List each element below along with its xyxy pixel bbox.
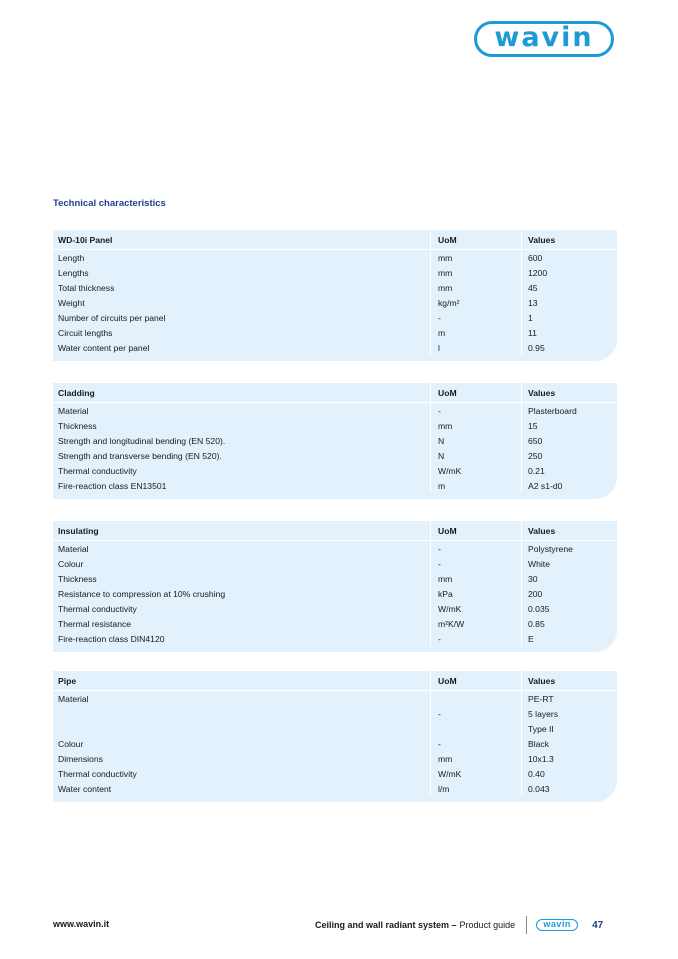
cell-value: PE-RT — [528, 693, 554, 704]
footer-guide-info — [315, 917, 603, 933]
header-name: Pipe — [53, 671, 431, 690]
cell-property: Thermal conductivity — [53, 463, 431, 478]
cell-value: 30 — [528, 573, 538, 584]
cell-property: Weight — [53, 295, 431, 310]
table-row — [53, 556, 617, 571]
cell-uom: l/m — [431, 781, 522, 796]
cell-uom: - — [431, 403, 522, 418]
cell-value: White — [528, 558, 550, 569]
table-bottom-padding — [53, 796, 617, 802]
cell-uom — [431, 691, 522, 706]
cell-uom: mm — [431, 418, 522, 433]
table-row — [53, 325, 617, 340]
cell-property: Resistance to compression at 10% crushing — [53, 586, 431, 601]
table-bottom-padding — [53, 355, 617, 361]
cell-value: 200 — [528, 588, 543, 599]
cell-property — [53, 706, 431, 721]
cell-value: 1 — [528, 312, 533, 323]
cell-uom: N — [431, 448, 522, 463]
header-uom: UoM — [431, 521, 522, 540]
spec-table — [53, 383, 617, 499]
table-row — [53, 571, 617, 586]
wavin-logo-text: wavin — [494, 22, 594, 53]
table-row — [53, 601, 617, 616]
cell-value: 1200 — [528, 267, 548, 278]
cell-property: Strength and longitudinal bending (EN 520). — [53, 433, 431, 448]
cell-uom: W/mK — [431, 766, 522, 781]
cell-uom: m — [431, 325, 522, 340]
cell-uom: - — [431, 556, 522, 571]
cell-value: 0.40 — [528, 768, 545, 779]
cell-property: Thermal conductivity — [53, 601, 431, 616]
cell-value: 0.035 — [528, 603, 550, 614]
cell-uom: mm — [431, 571, 522, 586]
header-values: Values — [528, 675, 556, 686]
spec-table — [53, 521, 617, 652]
cell-value: 0.95 — [528, 342, 545, 353]
header-name: WD-10i Panel — [53, 230, 431, 249]
cell-uom: N — [431, 433, 522, 448]
cell-property: Length — [53, 250, 431, 265]
cell-value: Black — [528, 738, 550, 749]
cell-value: 15 — [528, 420, 538, 431]
cell-property: Thickness — [53, 571, 431, 586]
cell-value: 5 layers — [528, 708, 559, 719]
cell-value: 0.85 — [528, 618, 545, 629]
cell-uom — [431, 721, 522, 736]
cell-property: Thermal resistance — [53, 616, 431, 631]
cell-property: Material — [53, 541, 431, 556]
cell-uom: mm — [431, 265, 522, 280]
cell-value: E — [528, 633, 534, 644]
cell-uom: - — [431, 706, 522, 721]
cell-property: Thermal conductivity — [53, 766, 431, 781]
table-row — [53, 691, 617, 706]
footer-divider — [526, 916, 527, 934]
table-row — [53, 721, 617, 736]
table-row — [53, 478, 617, 493]
table-bottom-padding — [53, 493, 617, 499]
footer-website[interactable]: www.wavin.it — [53, 919, 110, 929]
table-row — [53, 433, 617, 448]
header-uom: UoM — [431, 230, 522, 249]
cell-value: 0.043 — [528, 783, 550, 794]
table-row — [53, 265, 617, 280]
cell-uom: W/mK — [431, 463, 522, 478]
cell-uom: mm — [431, 751, 522, 766]
footer-guide-title: Ceiling and wall radiant system – — [315, 920, 457, 930]
cell-uom: mm — [431, 250, 522, 265]
table-row — [53, 766, 617, 781]
header-values: Values — [528, 387, 556, 398]
table-row — [53, 448, 617, 463]
footer-wavin-logo — [536, 919, 578, 931]
section-title: Technical characteristics — [53, 198, 166, 209]
table-row — [53, 418, 617, 433]
table-row — [53, 403, 617, 418]
table-row — [53, 463, 617, 478]
table-row — [53, 280, 617, 295]
cell-value: 10x1.3 — [528, 753, 554, 764]
table-row — [53, 541, 617, 556]
footer-guide-subtitle: Product guide — [459, 920, 516, 930]
cell-property: Water content — [53, 781, 431, 796]
table-header-row — [53, 521, 617, 541]
cell-uom: - — [431, 541, 522, 556]
table-row — [53, 616, 617, 631]
cell-uom: m — [431, 478, 522, 493]
table-bottom-padding — [53, 646, 617, 652]
cell-uom: - — [431, 736, 522, 751]
table-row — [53, 586, 617, 601]
cell-uom: - — [431, 631, 522, 646]
cell-value: 250 — [528, 450, 543, 461]
table-row — [53, 706, 617, 721]
cell-property: Total thickness — [53, 280, 431, 295]
cell-value: Polystyrene — [528, 543, 573, 554]
table-header-row — [53, 383, 617, 403]
header-uom: UoM — [431, 671, 522, 690]
header-name: Insulating — [53, 521, 431, 540]
cell-uom: kPa — [431, 586, 522, 601]
table-row — [53, 781, 617, 796]
cell-value: 600 — [528, 252, 543, 263]
cell-value: A2 s1-d0 — [528, 480, 563, 491]
cell-property: Circuit lengths — [53, 325, 431, 340]
table-header-row — [53, 230, 617, 250]
footer-logo-text: wavin — [543, 919, 571, 929]
wavin-logo — [474, 21, 614, 57]
cell-property: Lengths — [53, 265, 431, 280]
table-row — [53, 736, 617, 751]
cell-uom: W/mK — [431, 601, 522, 616]
cell-property: Number of circuits per panel — [53, 310, 431, 325]
table-row — [53, 751, 617, 766]
cell-property: Water content per panel — [53, 340, 431, 355]
cell-property: Fire-reaction class DIN4120 — [53, 631, 431, 646]
table-row — [53, 310, 617, 325]
cell-value: 0.21 — [528, 465, 545, 476]
cell-uom: l — [431, 340, 522, 355]
cell-uom: kg/m² — [431, 295, 522, 310]
cell-property: Fire-reaction class EN13501 — [53, 478, 431, 493]
table-row — [53, 295, 617, 310]
table-row — [53, 250, 617, 265]
header-uom: UoM — [431, 383, 522, 402]
cell-property: Colour — [53, 556, 431, 571]
spec-table — [53, 230, 617, 361]
header-values: Values — [528, 234, 556, 245]
cell-value: 13 — [528, 297, 538, 308]
cell-property: Dimensions — [53, 751, 431, 766]
cell-value: 650 — [528, 435, 543, 446]
spec-table — [53, 671, 617, 802]
table-row — [53, 340, 617, 355]
cell-property — [53, 721, 431, 736]
cell-value: Plasterboard — [528, 405, 577, 416]
cell-value: 45 — [528, 282, 538, 293]
cell-uom: m²K/W — [431, 616, 522, 631]
page-number: 47 — [592, 919, 604, 931]
cell-value: Type II — [528, 723, 554, 734]
header-values: Values — [528, 525, 556, 536]
table-header-row — [53, 671, 617, 691]
cell-property: Material — [53, 403, 431, 418]
cell-uom: mm — [431, 280, 522, 295]
header-name: Cladding — [53, 383, 431, 402]
cell-property: Strength and transverse bending (EN 520). — [53, 448, 431, 463]
cell-property: Thickness — [53, 418, 431, 433]
cell-uom: - — [431, 310, 522, 325]
cell-property: Material — [53, 691, 431, 706]
cell-property: Colour — [53, 736, 431, 751]
cell-value: 11 — [528, 327, 537, 338]
table-row — [53, 631, 617, 646]
